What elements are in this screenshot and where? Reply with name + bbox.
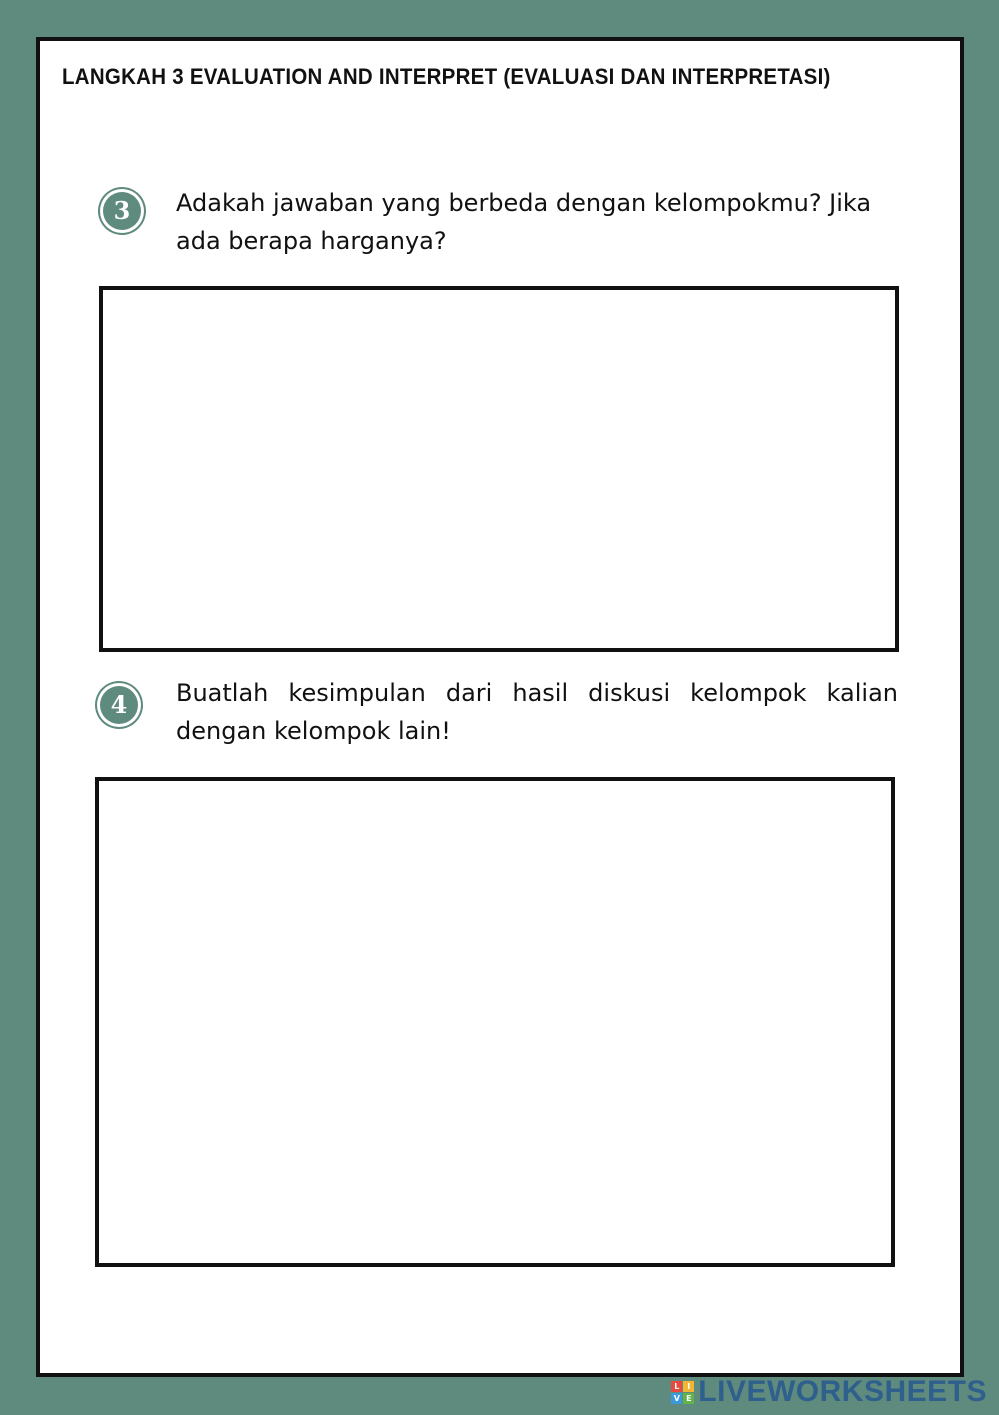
question-text: Buatlah kesimpulan dari hasil diskusi kelompok kalian dengan kelompok lain! bbox=[176, 679, 898, 745]
question-number-badge: 3 bbox=[103, 192, 141, 230]
answer-box[interactable] bbox=[99, 286, 899, 652]
page-title: LANGKAH 3 EVALUATION AND INTERPRET (EVALUASI DAN INTERPRETASI) bbox=[62, 64, 831, 89]
question-text: Adakah jawaban yang berbeda dengan kelompokmu? Jika ada berapa harganya? bbox=[176, 189, 872, 255]
brand-name: LIVEWORKSHEETS bbox=[698, 1375, 987, 1408]
answer-box[interactable] bbox=[95, 777, 895, 1267]
liveworksheets-logo-icon: L I V E bbox=[671, 1381, 694, 1404]
liveworksheets-brand bbox=[671, 1373, 987, 1411]
question-number-badge: 4 bbox=[100, 686, 138, 724]
